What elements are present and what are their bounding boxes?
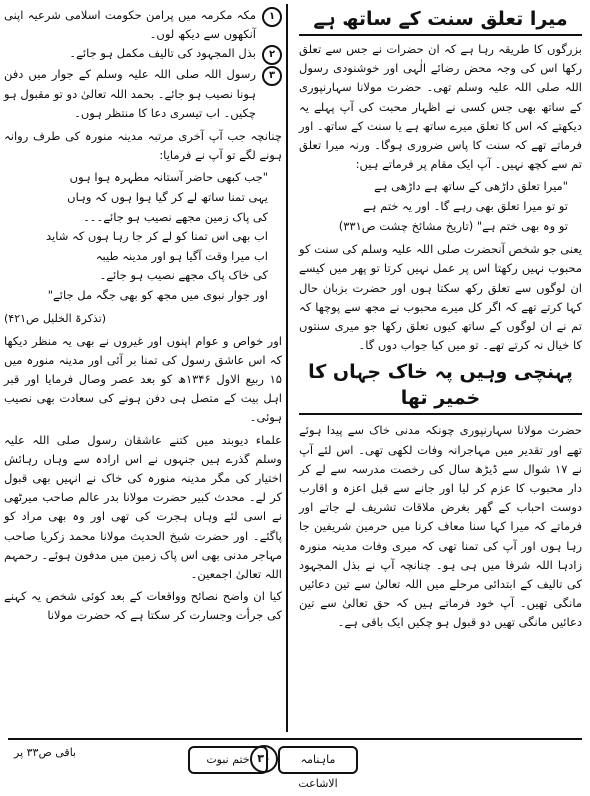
quote-block — [4, 168, 282, 305]
continued-note: باقی ص۳۳ پر — [14, 746, 77, 759]
paragraph: اور خواص و عوام اپنوں اور غیروں نے بھی یہ منظر دیکھا کہ اس عاشق رسول کی تمنا بر آئی اور مدینہ منورہ میں ۱۵ ربیع الاول ۱۳۴۶ھ کو بعد عصر وصال فرمایا اور قبر اہل بیت کے متصل ہی دفن ہونے کی سعادت بھی نصیب ہوئی۔ — [4, 333, 282, 425]
quote-line: "میرا تعلق داڑھی کے ساتھ ہے داڑھی ہے — [373, 179, 568, 194]
quote-line: تو تو میرا تعلق بھی رہے گا۔ اور یہ ختم ہے — [363, 199, 568, 214]
list-item-text: مکہ مکرمہ میں پرامن حکومت اسلامی شرعیہ اپنی آنکھوں سے دیکھ لوں۔ — [4, 8, 256, 42]
publication-title-badge: ختم نبوت — [188, 746, 268, 774]
number-badge: ۱ — [262, 7, 282, 27]
prayer-list — [4, 6, 282, 123]
quote-line: تو وہ بھی ختم ہے" (تاریخ مشائخ چشت ص۳۳۱) — [338, 218, 568, 233]
column-divider — [286, 4, 288, 732]
left-column — [4, 6, 282, 629]
paragraph: چنانچہ جب آپ آخری مرتبہ مدینہ منورہ کی طرف روانہ ہونے لگے تو آپ نے فرمایا: — [4, 129, 282, 163]
quote-line: کی پاک زمین مجھے نصیب ہو جائے۔۔۔ — [83, 209, 268, 224]
right-column — [299, 6, 582, 636]
paragraph: بزرگوں کا طریقہ رہا ہے کہ ان حضرات نے جس سے تعلق رکھا اس کی وجہ محض رضائے الٰہی اور خوشنودی رسول اللہ صلی اللہ علیہ وسلم تھی۔ حضرت مولانا سہارنپوری کے ساتھ بھی جس کسی نے اظہار محبت کی آپ پہلے یہ دیکھتے کہ اس کا تعلق میرے ساتھ ہے یا سنت کے ساتھ۔ اور فرماتے تھے کہ سنت کا پاس ضروری ہوگا۔ ورنہ میرا تعلق تم سے کچھ نہیں۔ آپ ایک مقام پر فرماتے ہیں: — [299, 42, 582, 172]
list-item-text: رسول اللہ صلی اللہ علیہ وسلم کے جوار میں دفن ہونا نصیب ہو جائے۔ بحمد اللہ تعالیٰ دو تو مقبول ہو چکیں۔ اب تیسری دعا کا منتظر ہوں۔ — [4, 67, 256, 120]
list-item — [4, 6, 282, 44]
paragraph: یعنی جو شخص آنحضرت صلی اللہ علیہ وسلم کی سنت کو محبوب نہیں رکھتا اس پر عمل نہیں کرتا تو پھر میں کیسے ان لوگوں سے تعلق رکھ سکتا ہوں اور حضرت بزبان حال کہا کرتے تھے کہ اگر کل میرے محبوب نے مجھ سے پوچھا کہ تم نے ان لوگوں کے ساتھ کیوں تعلق رکھا جو میری سنتوں کا خیال نہ کرتے تھے۔ تو میں کیا جواب دوں گا۔ — [299, 242, 582, 353]
paragraph: علماء دیوبند میں کتنے عاشقان رسول صلی اللہ علیہ وسلم گذرے ہیں جنہوں نے اس ارادہ سے وہاں رہائش اختیار کی مگر مدینہ منورہ کی خاک نے انہیں بھی قبول کر لے۔ محدث کبیر حضرت مولانا بدر عالم صاحب میرٹھی نے اسی لئے وہاں ہجرت کی تھی اور وہ بھی مراد کو پاگئے۔ اور حضرت شیخ الحدیث مولانا محمد زکریا صاحب مہاجر مدنی بھی اس پاک زمین میں مدفون ہوئے۔ رحمہم اللہ تعالیٰ اجمعین۔ — [4, 432, 282, 582]
section-heading-khak: پہنچی وہیں پہ خاک جہاں کا خمیر تھا — [299, 359, 582, 415]
section-heading-sunnah: میرا تعلق سنت کے ساتھ ہے — [299, 6, 582, 36]
quote-line: کی خاک پاک مجھے نصیب ہو جائے۔ — [99, 268, 268, 283]
quote-line: اب بھی اس تمنا کو لے کر جا رہا ہوں کہ شاید — [46, 229, 268, 244]
footer-rule — [8, 738, 582, 740]
quote-block — [299, 177, 582, 236]
list-item — [4, 44, 282, 65]
list-item — [4, 65, 282, 123]
page-number: ۳۰ — [250, 745, 278, 773]
page-footer — [0, 738, 590, 790]
quote-line: اب میرا وقت آگیا ہو اور مدینہ طیبہ — [95, 248, 268, 263]
quote-line: "جب کبھی حاضر آستانہ مطہرہ ہوا ہوں — [69, 170, 268, 185]
quote-reference: (تذکرۃ الخلیل ص۴۲۱) — [4, 311, 107, 325]
number-badge: ۳ — [262, 66, 282, 86]
list-item-text: بذل المجہود کی تالیف مکمل ہو جائے۔ — [69, 46, 256, 61]
paragraph: کیا ان واضح نصائح وواقعات کے بعد کوئی شخص یہ کہنے کی جرأت وجسارت کر سکتا ہے کہ حضرت مولانا — [4, 589, 282, 623]
number-badge: ۲ — [262, 45, 282, 65]
paragraph: حضرت مولانا سہارنپوری چونکہ مدنی خاک سے پیدا ہوئے تھے اور تقدیر میں مہاجرانہ وفات لکھی تھی۔ اس لئے آپ نے ۱۷ شوال سے ڈیڑھ سال کی رخصت مدرسہ سے لے کر دار محبوب کا عزم کر لیا اور جانے سے قبل اعزہ و اقارب دوست احباب کے گھر بغرض ملاقات تشریف لے جاتے اور فرماتے کہ میرا کہا سنا معاف کرنا میں حرمین شریفین جا رہا ہوں اور آپ کی تمنا تھی کہ میری وفات مدینہ منورہ زادہا اللہ شرفا میں ہی ہو۔ چنانچہ آپ نے بذل المجہود کی تالیف کے ابتدائی مرحلے میں اللہ تعالیٰ سے تین دعائیں مانگی تھیں۔ آپ خود فرماتے ہیں کہ حق تعالیٰ سے تین دعائیں مانگی تھیں دو قبول ہو چکیں ایک باقی ہے۔ — [299, 423, 582, 630]
magazine-name-badge: ماہنامہ الاشاعت — [278, 746, 358, 774]
quote-line: یہی تمنا ساتھ لے کر گیا ہوا ہوں کہ وہاں — [67, 190, 268, 205]
quote-line: اور جوار نبوی میں مجھ کو بھی جگہ مل جائے" — [47, 287, 268, 302]
